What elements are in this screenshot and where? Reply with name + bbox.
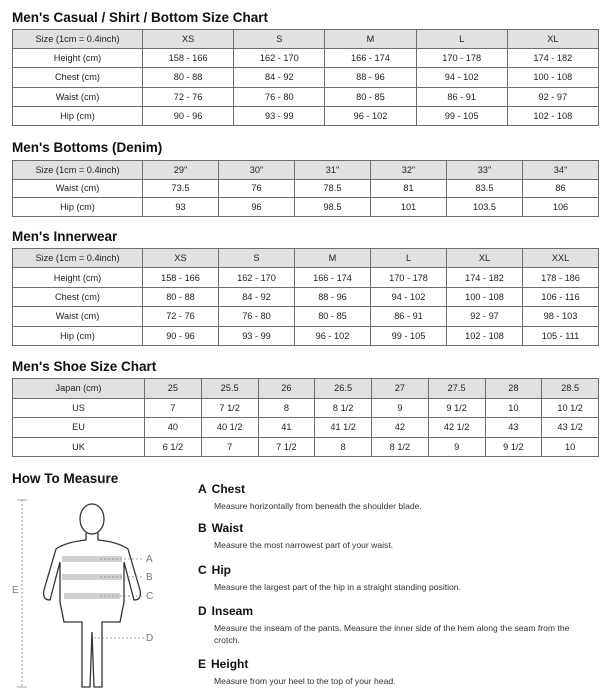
table-cell: 106 - 116 bbox=[523, 287, 599, 306]
table-cell: 170 - 178 bbox=[371, 268, 447, 287]
table-row bbox=[13, 87, 599, 106]
hip-band bbox=[64, 593, 120, 599]
table-cell: 9 1/2 bbox=[428, 398, 485, 418]
table-header-row bbox=[13, 379, 599, 399]
measure-item-chest bbox=[198, 482, 598, 512]
measure-name: Inseam bbox=[211, 604, 254, 618]
column-header: XS bbox=[143, 30, 234, 49]
body-silhouette-illustration bbox=[12, 492, 192, 692]
table-row bbox=[13, 287, 599, 306]
table-cell: 78.5 bbox=[295, 179, 371, 198]
table-cell: 170 - 178 bbox=[416, 49, 507, 68]
column-header: XS bbox=[143, 249, 219, 268]
shoe-size-table bbox=[12, 378, 599, 457]
column-header: 28 bbox=[485, 379, 542, 399]
row-label: Waist (cm) bbox=[13, 179, 143, 198]
table-cell: 7 bbox=[145, 398, 202, 418]
innerwear-size-table bbox=[12, 248, 599, 346]
column-header: Size (1cm = 0.4inch) bbox=[13, 161, 143, 180]
table-cell: 178 - 186 bbox=[523, 268, 599, 287]
measure-letter: B bbox=[198, 521, 207, 535]
table-row bbox=[13, 307, 599, 326]
column-header: 28.5 bbox=[542, 379, 599, 399]
column-header: XL bbox=[507, 30, 598, 49]
measure-item-waist bbox=[198, 521, 598, 551]
measure-item-hip bbox=[198, 563, 598, 593]
table-cell: 106 bbox=[523, 198, 599, 217]
row-label: Height (cm) bbox=[13, 49, 143, 68]
row-label: Height (cm) bbox=[13, 268, 143, 287]
table-cell: 102 - 108 bbox=[507, 106, 598, 125]
column-header: 27.5 bbox=[428, 379, 485, 399]
row-label: Hip (cm) bbox=[13, 106, 143, 125]
column-header: Size (1cm = 0.4inch) bbox=[13, 30, 143, 49]
table-cell: 76 - 80 bbox=[219, 307, 295, 326]
table-cell: 101 bbox=[371, 198, 447, 217]
table-cell: 90 - 96 bbox=[143, 106, 234, 125]
column-header: L bbox=[371, 249, 447, 268]
table-cell: 94 - 102 bbox=[416, 68, 507, 87]
table-cell: 41 1/2 bbox=[315, 418, 372, 438]
table-header-row bbox=[13, 161, 599, 180]
table-cell: 8 1/2 bbox=[315, 398, 372, 418]
table-cell: 43 bbox=[485, 418, 542, 438]
table-cell: 105 - 111 bbox=[523, 326, 599, 345]
table-row bbox=[13, 437, 599, 457]
table-cell: 9 1/2 bbox=[485, 437, 542, 457]
table-cell: 96 - 102 bbox=[325, 106, 416, 125]
row-label: Chest (cm) bbox=[13, 68, 143, 87]
column-header: 26.5 bbox=[315, 379, 372, 399]
table-cell: 76 - 80 bbox=[234, 87, 325, 106]
table-cell: 86 - 91 bbox=[416, 87, 507, 106]
measure-item-height bbox=[198, 657, 598, 687]
table-cell: 158 - 166 bbox=[143, 268, 219, 287]
row-label: Waist (cm) bbox=[13, 307, 143, 326]
table-cell: 102 - 108 bbox=[447, 326, 523, 345]
table-cell: 81 bbox=[371, 179, 447, 198]
table-cell: 80 - 85 bbox=[295, 307, 371, 326]
table-cell: 93 - 99 bbox=[234, 106, 325, 125]
table-row bbox=[13, 398, 599, 418]
column-header: Size (1cm = 0.4inch) bbox=[13, 249, 143, 268]
table-cell: 90 - 96 bbox=[143, 326, 219, 345]
row-label: Hip (cm) bbox=[13, 198, 143, 217]
row-label: US bbox=[13, 398, 145, 418]
table-header-row bbox=[13, 30, 599, 49]
column-header: 33" bbox=[447, 161, 523, 180]
table-row bbox=[13, 198, 599, 217]
column-header: Japan (cm) bbox=[13, 379, 145, 399]
column-header: S bbox=[219, 249, 295, 268]
casual-size-table bbox=[12, 29, 599, 126]
table-cell: 40 1/2 bbox=[201, 418, 258, 438]
table-cell: 96 bbox=[219, 198, 295, 217]
table-cell: 9 bbox=[428, 437, 485, 457]
table-cell: 8 bbox=[315, 437, 372, 457]
table-cell: 98 - 103 bbox=[523, 307, 599, 326]
figure-label-b: B bbox=[146, 572, 153, 583]
table-cell: 8 1/2 bbox=[372, 437, 429, 457]
column-header: 31" bbox=[295, 161, 371, 180]
column-header: 25.5 bbox=[201, 379, 258, 399]
table-cell: 174 - 182 bbox=[447, 268, 523, 287]
table-cell: 86 bbox=[523, 179, 599, 198]
table-cell: 100 - 108 bbox=[447, 287, 523, 306]
column-header: XL bbox=[447, 249, 523, 268]
shoe-chart-title: Men's Shoe Size Chart bbox=[12, 359, 157, 374]
column-header: M bbox=[295, 249, 371, 268]
column-header: 26 bbox=[258, 379, 315, 399]
table-cell: 94 - 102 bbox=[371, 287, 447, 306]
table-cell: 93 - 99 bbox=[219, 326, 295, 345]
table-row bbox=[13, 179, 599, 198]
figure-label-a: A bbox=[146, 554, 153, 565]
measure-description: Measure horizontally from beneath the shoulder blade. bbox=[214, 501, 422, 511]
table-cell: 99 - 105 bbox=[371, 326, 447, 345]
table-cell: 9 bbox=[372, 398, 429, 418]
table-cell: 80 - 88 bbox=[143, 68, 234, 87]
table-cell: 88 - 96 bbox=[295, 287, 371, 306]
figure-label-e: E bbox=[12, 585, 19, 596]
row-label: Waist (cm) bbox=[13, 87, 143, 106]
column-header: 32" bbox=[371, 161, 447, 180]
measure-letter: E bbox=[198, 657, 207, 671]
measure-letter: A bbox=[198, 482, 207, 496]
table-row bbox=[13, 68, 599, 87]
column-header: S bbox=[234, 30, 325, 49]
table-cell: 10 bbox=[485, 398, 542, 418]
measure-description: Measure the most narrowest part of your waist. bbox=[214, 540, 394, 550]
table-cell: 162 - 170 bbox=[219, 268, 295, 287]
column-header: 30" bbox=[219, 161, 295, 180]
row-label: EU bbox=[13, 418, 145, 438]
table-cell: 92 - 97 bbox=[447, 307, 523, 326]
measure-description: Measure the largest part of the hip in a straight standing position. bbox=[214, 582, 461, 592]
table-cell: 84 - 92 bbox=[234, 68, 325, 87]
row-label: UK bbox=[13, 437, 145, 457]
measure-description: Measure the inseam of the pants. Measure the inner side of the hem along the seam from the crotch. bbox=[214, 623, 570, 645]
row-label: Chest (cm) bbox=[13, 287, 143, 306]
column-header: XXL bbox=[523, 249, 599, 268]
table-cell: 42 1/2 bbox=[428, 418, 485, 438]
table-cell: 83.5 bbox=[447, 179, 523, 198]
column-header: 25 bbox=[145, 379, 202, 399]
denim-chart-title: Men's Bottoms (Denim) bbox=[12, 140, 163, 155]
measure-name: Height bbox=[211, 657, 249, 671]
table-cell: 40 bbox=[145, 418, 202, 438]
measure-name: Chest bbox=[211, 482, 246, 496]
table-cell: 41 bbox=[258, 418, 315, 438]
measure-letter: D bbox=[198, 604, 207, 618]
table-cell: 7 1/2 bbox=[258, 437, 315, 457]
table-cell: 73.5 bbox=[143, 179, 219, 198]
table-cell: 7 1/2 bbox=[201, 398, 258, 418]
table-cell: 80 - 88 bbox=[143, 287, 219, 306]
table-row bbox=[13, 326, 599, 345]
column-header: 29" bbox=[143, 161, 219, 180]
table-cell: 174 - 182 bbox=[507, 49, 598, 68]
how-to-measure-title: How To Measure bbox=[12, 471, 119, 486]
table-cell: 86 - 91 bbox=[371, 307, 447, 326]
column-header: M bbox=[325, 30, 416, 49]
table-cell: 8 bbox=[258, 398, 315, 418]
table-cell: 10 bbox=[542, 437, 599, 457]
table-cell: 43 1/2 bbox=[542, 418, 599, 438]
table-cell: 96 - 102 bbox=[295, 326, 371, 345]
table-row bbox=[13, 268, 599, 287]
figure-label-c: C bbox=[146, 591, 154, 602]
table-cell: 7 bbox=[201, 437, 258, 457]
table-cell: 158 - 166 bbox=[143, 49, 234, 68]
measure-description: Measure from your heel to the top of your head. bbox=[214, 676, 396, 686]
table-cell: 103.5 bbox=[447, 198, 523, 217]
table-cell: 76 bbox=[219, 179, 295, 198]
table-cell: 162 - 170 bbox=[234, 49, 325, 68]
denim-size-table bbox=[12, 160, 599, 217]
table-cell: 99 - 105 bbox=[416, 106, 507, 125]
casual-chart-title: Men's Casual / Shirt / Bottom Size Chart bbox=[12, 10, 268, 25]
row-label: Hip (cm) bbox=[13, 326, 143, 345]
figure-label-d: D bbox=[146, 633, 154, 644]
table-header-row bbox=[13, 249, 599, 268]
table-cell: 166 - 174 bbox=[325, 49, 416, 68]
table-row bbox=[13, 49, 599, 68]
head-outline bbox=[80, 504, 104, 534]
table-cell: 88 - 96 bbox=[325, 68, 416, 87]
table-cell: 6 1/2 bbox=[145, 437, 202, 457]
innerwear-chart-title: Men's Innerwear bbox=[12, 229, 118, 244]
column-header: 34" bbox=[523, 161, 599, 180]
table-cell: 72 - 76 bbox=[143, 307, 219, 326]
table-cell: 92 - 97 bbox=[507, 87, 598, 106]
table-cell: 166 - 174 bbox=[295, 268, 371, 287]
table-row bbox=[13, 418, 599, 438]
table-cell: 80 - 85 bbox=[325, 87, 416, 106]
table-row bbox=[13, 106, 599, 125]
table-cell: 10 1/2 bbox=[542, 398, 599, 418]
table-cell: 98.5 bbox=[295, 198, 371, 217]
measure-item-inseam bbox=[198, 604, 598, 646]
measure-letter: C bbox=[198, 563, 207, 577]
column-header: 27 bbox=[372, 379, 429, 399]
measure-name: Hip bbox=[211, 563, 232, 577]
table-cell: 93 bbox=[143, 198, 219, 217]
table-cell: 100 - 108 bbox=[507, 68, 598, 87]
table-cell: 42 bbox=[372, 418, 429, 438]
table-cell: 84 - 92 bbox=[219, 287, 295, 306]
table-cell: 72 - 76 bbox=[143, 87, 234, 106]
column-header: L bbox=[416, 30, 507, 49]
body-measure-figure bbox=[12, 492, 192, 692]
measure-name: Waist bbox=[211, 521, 244, 535]
